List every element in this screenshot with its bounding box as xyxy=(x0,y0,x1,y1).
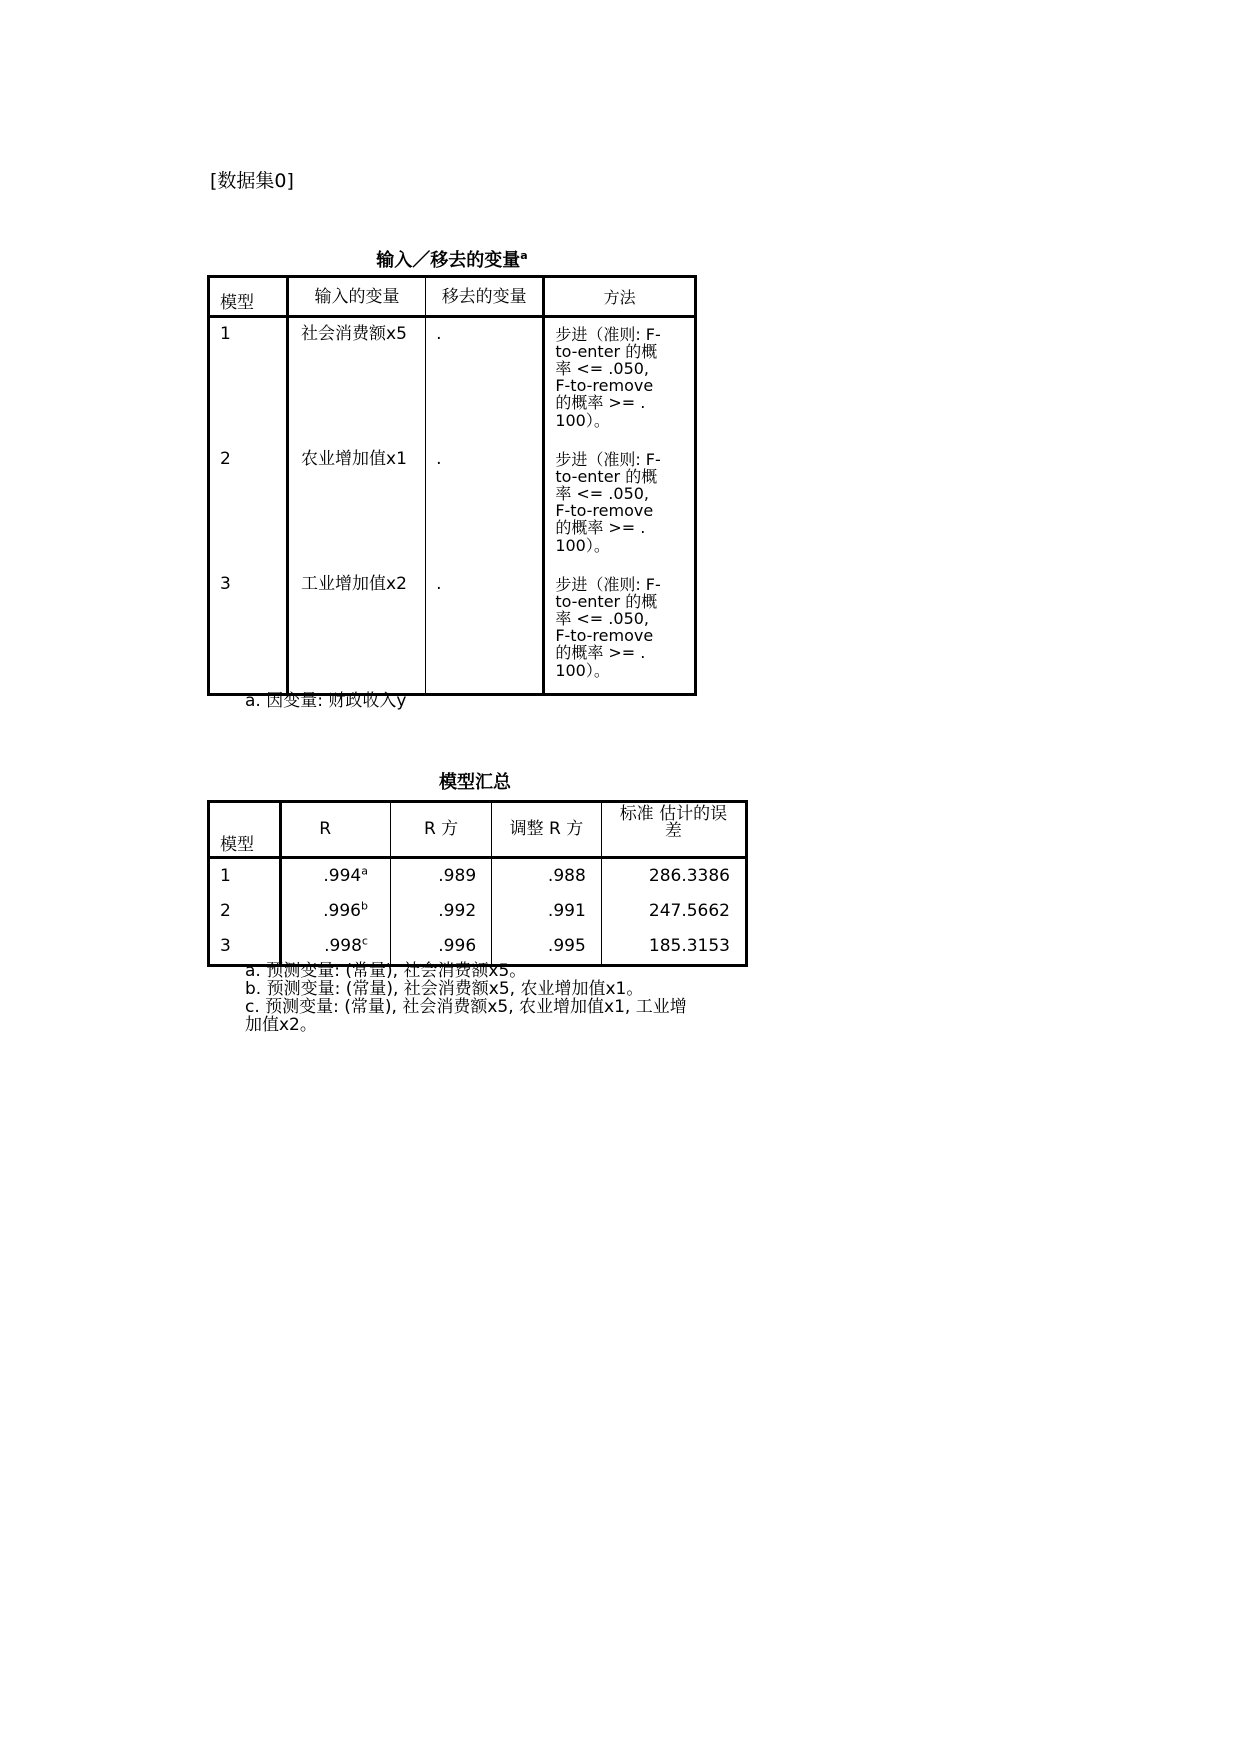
std-error-header-line: 差 xyxy=(664,821,682,841)
method-line: to-enter 的概 xyxy=(555,467,658,487)
entered-variable-cell: 农业增加值x1 xyxy=(288,443,426,568)
model-cell: 1 xyxy=(209,317,288,444)
table2-header-r: R xyxy=(281,802,391,858)
r-square-cell: .989 xyxy=(390,858,491,895)
model-summary-table xyxy=(207,800,748,967)
method-line: F-to-remove xyxy=(555,376,654,396)
entered-variable-cell: 社会消费额x5 xyxy=(288,317,426,444)
std-error-cell: 286.3386 xyxy=(648,865,730,886)
table2-header-std-error xyxy=(601,802,746,858)
table2-footnote: a. 预测变量: (常量), 社会消费额x5。 xyxy=(245,961,527,981)
std-error-cell: 185.3153 xyxy=(648,935,730,956)
r-footnote-marker: c xyxy=(361,933,368,947)
method-cell xyxy=(544,568,696,695)
method-cell xyxy=(544,443,696,568)
table2-footnote: 加值x2。 xyxy=(245,1014,317,1035)
table1-title xyxy=(207,246,697,272)
table-row xyxy=(209,858,747,895)
method-line: 100）。 xyxy=(555,660,610,680)
model-cell: 2 xyxy=(209,894,281,929)
adj-r-square-cell: .995 xyxy=(492,929,602,966)
r-cell xyxy=(281,894,391,929)
method-line: 率 <= .050, xyxy=(555,359,650,379)
method-line: 的概率 >= . xyxy=(555,643,646,663)
method-line: F-to-remove xyxy=(555,501,654,521)
table1-header-model: 模型 xyxy=(209,277,288,317)
method-line: 的概率 >= . xyxy=(555,518,646,538)
table1-title-text: 输入／移去的变量 xyxy=(376,250,521,271)
std-error-cell: 247.5662 xyxy=(648,900,730,921)
table1-header-method: 方法 xyxy=(544,277,696,317)
r-footnote-marker: a xyxy=(361,863,368,877)
table-row xyxy=(209,443,696,568)
removed-variable-cell: . xyxy=(426,568,544,695)
model-cell: 2 xyxy=(209,443,288,568)
entered-variable-cell: 工业增加值x2 xyxy=(288,568,426,695)
model-cell: 3 xyxy=(209,568,288,695)
variables-entered-removed-table xyxy=(207,275,697,696)
std-error-header-line: 标准 估计的误 xyxy=(619,804,728,824)
adj-r-square-cell: .988 xyxy=(492,858,602,895)
table2-footnote: b. 预测变量: (常量), 社会消费额x5, 农业增加值x1。 xyxy=(245,978,644,999)
table1-footnote: a. 因变量: 财政收入y xyxy=(245,691,407,711)
table-row xyxy=(209,568,696,695)
method-cell xyxy=(544,317,696,444)
table1-header-removed: 移去的变量 xyxy=(426,277,544,317)
r-square-cell: .996 xyxy=(390,929,491,966)
table1-header-row xyxy=(209,277,696,317)
method-line: 步进（准则: F- xyxy=(555,575,661,594)
table2-header-r-square: R 方 xyxy=(390,802,491,858)
method-line: to-enter 的概 xyxy=(555,342,658,362)
r-value: .998 xyxy=(324,935,362,956)
table-row xyxy=(209,317,696,444)
r-square-cell: .992 xyxy=(390,894,491,929)
r-cell xyxy=(281,858,391,895)
table2-header-adj-r-square: 调整 R 方 xyxy=(492,802,602,858)
table-row xyxy=(209,894,747,929)
method-line: 率 <= .050, xyxy=(555,484,650,504)
method-line: 100）。 xyxy=(555,535,610,555)
r-value: .996 xyxy=(323,900,361,921)
method-line: 步进（准则: F- xyxy=(555,325,661,344)
table2-footnote: c. 预测变量: (常量), 社会消费额x5, 农业增加值x1, 工业增 xyxy=(245,996,687,1017)
method-line: 的概率 >= . xyxy=(555,393,646,413)
dataset-label: [数据集0] xyxy=(210,170,294,192)
table1-title-sup: a xyxy=(520,249,528,262)
removed-variable-cell: . xyxy=(426,443,544,568)
method-line: 100）。 xyxy=(555,410,610,430)
table2-header-model: 模型 xyxy=(209,802,281,858)
removed-variable-cell: . xyxy=(426,317,544,444)
table1-header-entered: 输入的变量 xyxy=(288,277,426,317)
method-line: 步进（准则: F- xyxy=(555,450,661,469)
method-line: F-to-remove xyxy=(555,626,654,646)
adj-r-square-cell: .991 xyxy=(492,894,602,929)
r-value: .994 xyxy=(323,865,362,886)
model-cell: 1 xyxy=(209,858,281,895)
table2-footnotes xyxy=(245,963,687,1034)
method-line: to-enter 的概 xyxy=(555,592,658,612)
r-footnote-marker: b xyxy=(361,898,368,912)
table2-header-row xyxy=(209,802,747,858)
method-line: 率 <= .050, xyxy=(555,609,650,629)
model-cell: 3 xyxy=(209,929,281,966)
table2-title: 模型汇总 xyxy=(439,772,511,793)
